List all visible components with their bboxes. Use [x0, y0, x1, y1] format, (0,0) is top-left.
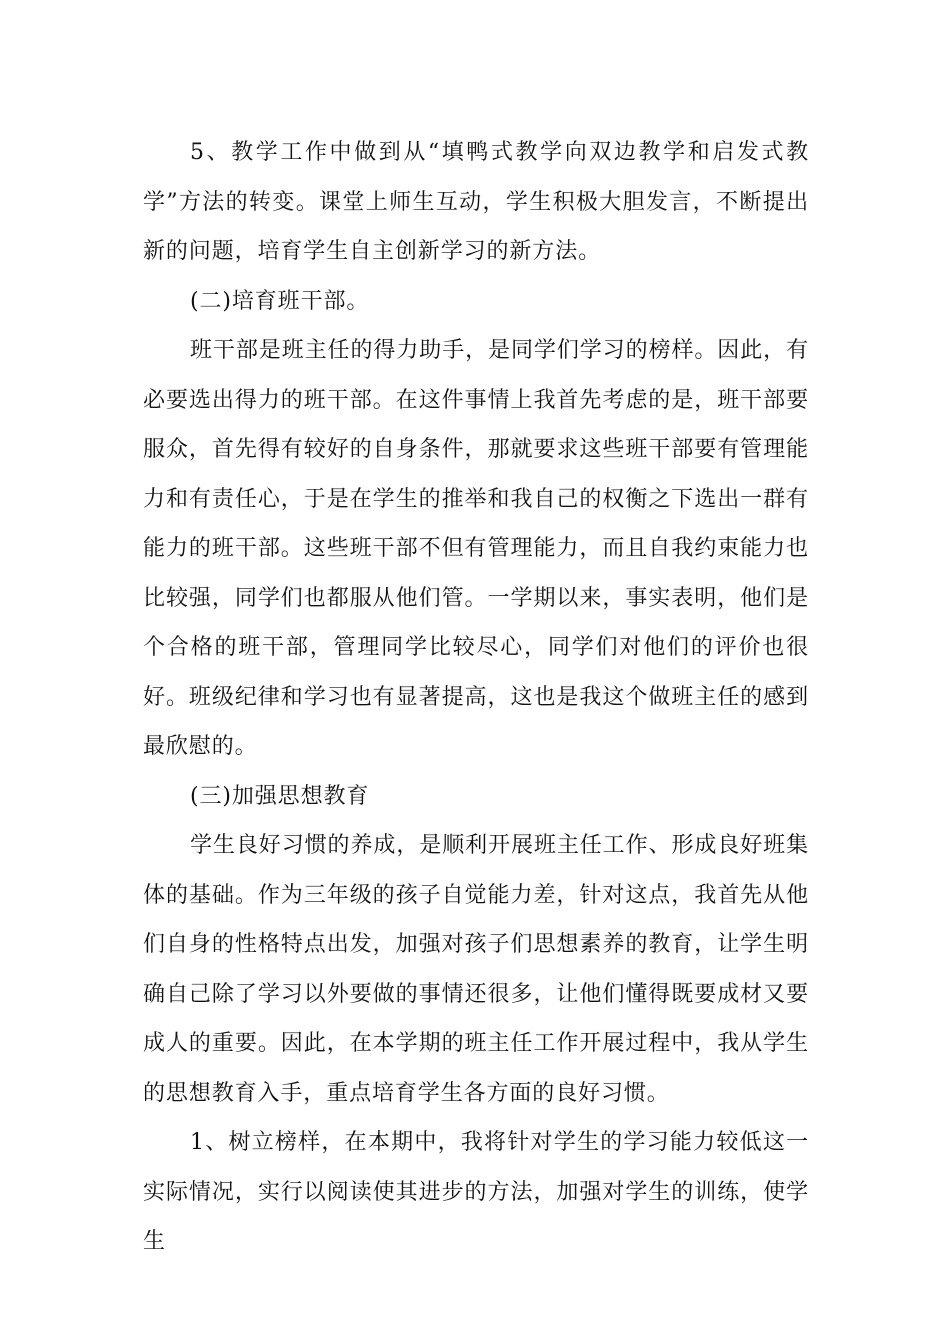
paragraph-ideological-education: 学生良好习惯的养成，是顺利开展班主任工作、形成良好班集体的基础。作为三年级的孩子自觉能力差，针对这点，我首先从他们自身的性格特点出发，加强对孩子们思想素养的教育，让学生明确自己除了学习以外要做的事情还很多，让他们懂得既要成材又要成人的重要。因此，在本学期的班主任工作开展过程中，我从学生的思想教育入手，重点培育学生各方面的良好习惯。 [143, 833, 809, 1106]
paragraph-teaching-method: 5、教学工作中做到从“填鸭式教学向双边教学和启发式教学”方法的转变。课堂上师生互动，学生积极大胆发言，不断提出新的问题，培育学生自主创新学习的新方法。 [143, 140, 809, 264]
section-heading-ideological-education: (三)加强思想教育 [190, 783, 370, 809]
section-heading-class-cadres: (二)培育班干部。 [190, 288, 370, 314]
document-body [143, 128, 809, 1267]
paragraph-role-model: 1、树立榜样，在本期中，我将针对学生的学习能力较低这一实际情况，实行以阅读使其进步的方法，加强对学生的训练，使学生 [143, 1130, 809, 1254]
paragraph-class-cadres: 班干部是班主任的得力助手，是同学们学习的榜样。因此，有必要选出得力的班干部。在这件事情上我首先考虑的是，班干部要服众，首先得有较好的自身条件，那就要求这些班干部要有管理能力和有责任心，于是在学生的推举和我自己的权衡之下选出一群有能力的班干部。这些班干部不但有管理能力，而且自我约束能力也比较强，同学们也都服从他们管。一学期以来，事实表明，他们是个合格的班干部，管理同学比较尽心，同学们对他们的评价也很好。班级纪律和学习也有显著提高，这也是我这个做班主任的感到最欣慰的。 [143, 338, 809, 759]
